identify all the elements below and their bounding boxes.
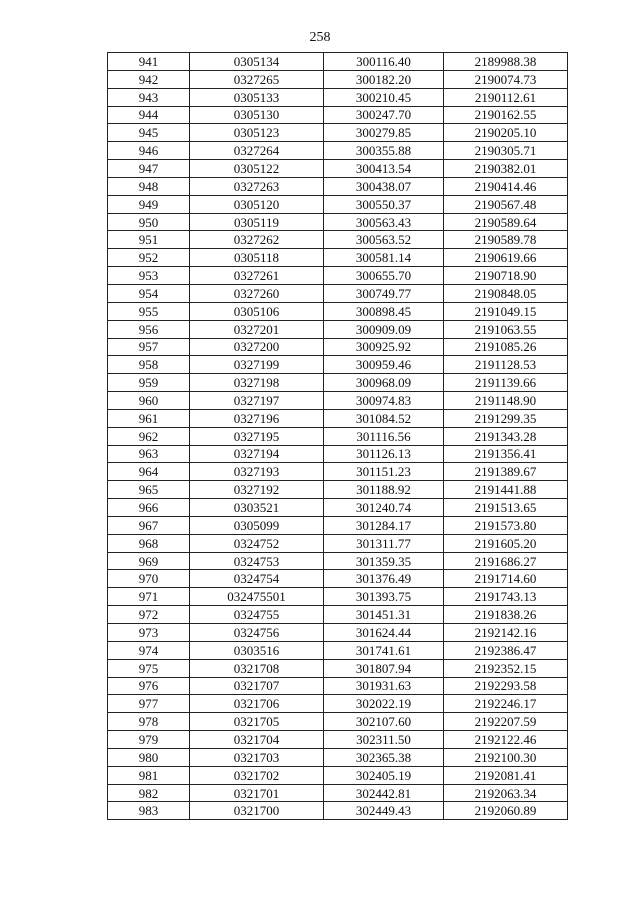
point-id-cell: 0305120 xyxy=(190,195,324,213)
table-row xyxy=(108,624,568,642)
y-coordinate-cell: 2192293.58 xyxy=(444,677,568,695)
row-number-cell: 963 xyxy=(108,445,190,463)
y-coordinate-cell: 2191299.35 xyxy=(444,409,568,427)
point-id-cell: 0327194 xyxy=(190,445,324,463)
y-coordinate-cell: 2191343.28 xyxy=(444,427,568,445)
y-coordinate-cell: 2191148.90 xyxy=(444,392,568,410)
row-number-cell: 983 xyxy=(108,802,190,820)
row-number-cell: 954 xyxy=(108,284,190,302)
y-coordinate-cell: 2190305.71 xyxy=(444,142,568,160)
x-coordinate-cell: 300974.83 xyxy=(324,392,444,410)
row-number-cell: 977 xyxy=(108,695,190,713)
table-row xyxy=(108,766,568,784)
x-coordinate-cell: 300182.20 xyxy=(324,70,444,88)
x-coordinate-cell: 300247.70 xyxy=(324,106,444,124)
coordinates-table xyxy=(107,52,568,820)
point-id-cell: 0327261 xyxy=(190,267,324,285)
row-number-cell: 968 xyxy=(108,534,190,552)
table-row xyxy=(108,124,568,142)
point-id-cell: 0305118 xyxy=(190,249,324,267)
table-row xyxy=(108,534,568,552)
point-id-cell: 0324753 xyxy=(190,552,324,570)
y-coordinate-cell: 2192063.34 xyxy=(444,784,568,802)
y-coordinate-cell: 2192142.16 xyxy=(444,624,568,642)
x-coordinate-cell: 301376.49 xyxy=(324,570,444,588)
point-id-cell: 0321701 xyxy=(190,784,324,802)
y-coordinate-cell: 2192207.59 xyxy=(444,713,568,731)
point-id-cell: 0305133 xyxy=(190,88,324,106)
y-coordinate-cell: 2191441.88 xyxy=(444,481,568,499)
point-id-cell: 0305134 xyxy=(190,53,324,71)
x-coordinate-cell: 301807.94 xyxy=(324,659,444,677)
point-id-cell: 032475501 xyxy=(190,588,324,606)
point-id-cell: 0305130 xyxy=(190,106,324,124)
row-number-cell: 979 xyxy=(108,731,190,749)
y-coordinate-cell: 2192246.17 xyxy=(444,695,568,713)
table-row xyxy=(108,409,568,427)
y-coordinate-cell: 2190619.66 xyxy=(444,249,568,267)
x-coordinate-cell: 300581.14 xyxy=(324,249,444,267)
row-number-cell: 953 xyxy=(108,267,190,285)
x-coordinate-cell: 301451.31 xyxy=(324,606,444,624)
row-number-cell: 980 xyxy=(108,748,190,766)
table-row xyxy=(108,392,568,410)
table-row xyxy=(108,374,568,392)
x-coordinate-cell: 302442.81 xyxy=(324,784,444,802)
x-coordinate-cell: 302449.43 xyxy=(324,802,444,820)
table-row xyxy=(108,427,568,445)
y-coordinate-cell: 2191128.53 xyxy=(444,356,568,374)
y-coordinate-cell: 2191063.55 xyxy=(444,320,568,338)
y-coordinate-cell: 2191356.41 xyxy=(444,445,568,463)
y-coordinate-cell: 2191573.80 xyxy=(444,516,568,534)
row-number-cell: 957 xyxy=(108,338,190,356)
point-id-cell: 0324755 xyxy=(190,606,324,624)
table-row xyxy=(108,606,568,624)
x-coordinate-cell: 302405.19 xyxy=(324,766,444,784)
table-row xyxy=(108,641,568,659)
row-number-cell: 970 xyxy=(108,570,190,588)
table-row xyxy=(108,499,568,517)
row-number-cell: 948 xyxy=(108,177,190,195)
row-number-cell: 978 xyxy=(108,713,190,731)
row-number-cell: 972 xyxy=(108,606,190,624)
row-number-cell: 971 xyxy=(108,588,190,606)
x-coordinate-cell: 300355.88 xyxy=(324,142,444,160)
y-coordinate-cell: 2191686.27 xyxy=(444,552,568,570)
row-number-cell: 959 xyxy=(108,374,190,392)
row-number-cell: 952 xyxy=(108,249,190,267)
row-number-cell: 962 xyxy=(108,427,190,445)
y-coordinate-cell: 2191838.26 xyxy=(444,606,568,624)
y-coordinate-cell: 2190112.61 xyxy=(444,88,568,106)
y-coordinate-cell: 2189988.38 xyxy=(444,53,568,71)
y-coordinate-cell: 2190205.10 xyxy=(444,124,568,142)
point-id-cell: 0324754 xyxy=(190,570,324,588)
point-id-cell: 0305122 xyxy=(190,160,324,178)
table-row xyxy=(108,213,568,231)
y-coordinate-cell: 2190382.01 xyxy=(444,160,568,178)
x-coordinate-cell: 301393.75 xyxy=(324,588,444,606)
point-id-cell: 0327199 xyxy=(190,356,324,374)
x-coordinate-cell: 301359.35 xyxy=(324,552,444,570)
point-id-cell: 0321700 xyxy=(190,802,324,820)
x-coordinate-cell: 300655.70 xyxy=(324,267,444,285)
y-coordinate-cell: 2191605.20 xyxy=(444,534,568,552)
x-coordinate-cell: 301240.74 xyxy=(324,499,444,517)
point-id-cell: 0327260 xyxy=(190,284,324,302)
table-row xyxy=(108,463,568,481)
y-coordinate-cell: 2190162.55 xyxy=(444,106,568,124)
x-coordinate-cell: 301931.63 xyxy=(324,677,444,695)
row-number-cell: 955 xyxy=(108,302,190,320)
y-coordinate-cell: 2190589.78 xyxy=(444,231,568,249)
row-number-cell: 973 xyxy=(108,624,190,642)
y-coordinate-cell: 2191139.66 xyxy=(444,374,568,392)
y-coordinate-cell: 2192386.47 xyxy=(444,641,568,659)
point-id-cell: 0327198 xyxy=(190,374,324,392)
row-number-cell: 960 xyxy=(108,392,190,410)
x-coordinate-cell: 300413.54 xyxy=(324,160,444,178)
row-number-cell: 944 xyxy=(108,106,190,124)
x-coordinate-cell: 302022.19 xyxy=(324,695,444,713)
row-number-cell: 943 xyxy=(108,88,190,106)
x-coordinate-cell: 301284.17 xyxy=(324,516,444,534)
row-number-cell: 949 xyxy=(108,195,190,213)
table-row xyxy=(108,552,568,570)
point-id-cell: 0327196 xyxy=(190,409,324,427)
table-row xyxy=(108,70,568,88)
row-number-cell: 974 xyxy=(108,641,190,659)
row-number-cell: 958 xyxy=(108,356,190,374)
point-id-cell: 0321703 xyxy=(190,748,324,766)
row-number-cell: 942 xyxy=(108,70,190,88)
point-id-cell: 0327264 xyxy=(190,142,324,160)
x-coordinate-cell: 302365.38 xyxy=(324,748,444,766)
point-id-cell: 0303521 xyxy=(190,499,324,517)
point-id-cell: 0324756 xyxy=(190,624,324,642)
row-number-cell: 964 xyxy=(108,463,190,481)
point-id-cell: 0324752 xyxy=(190,534,324,552)
table-row xyxy=(108,570,568,588)
x-coordinate-cell: 300279.85 xyxy=(324,124,444,142)
table-row xyxy=(108,302,568,320)
row-number-cell: 981 xyxy=(108,766,190,784)
x-coordinate-cell: 300925.92 xyxy=(324,338,444,356)
y-coordinate-cell: 2190848.05 xyxy=(444,284,568,302)
row-number-cell: 946 xyxy=(108,142,190,160)
point-id-cell: 0327201 xyxy=(190,320,324,338)
table-row xyxy=(108,106,568,124)
table-row xyxy=(108,516,568,534)
x-coordinate-cell: 300116.40 xyxy=(324,53,444,71)
table-row xyxy=(108,445,568,463)
table-row xyxy=(108,802,568,820)
point-id-cell: 0303516 xyxy=(190,641,324,659)
table-row xyxy=(108,356,568,374)
x-coordinate-cell: 300563.43 xyxy=(324,213,444,231)
table-row xyxy=(108,784,568,802)
row-number-cell: 966 xyxy=(108,499,190,517)
row-number-cell: 961 xyxy=(108,409,190,427)
table-row xyxy=(108,713,568,731)
point-id-cell: 0327195 xyxy=(190,427,324,445)
row-number-cell: 947 xyxy=(108,160,190,178)
x-coordinate-cell: 301741.61 xyxy=(324,641,444,659)
x-coordinate-cell: 300909.09 xyxy=(324,320,444,338)
point-id-cell: 0321708 xyxy=(190,659,324,677)
x-coordinate-cell: 300959.46 xyxy=(324,356,444,374)
x-coordinate-cell: 301116.56 xyxy=(324,427,444,445)
point-id-cell: 0321706 xyxy=(190,695,324,713)
y-coordinate-cell: 2190589.64 xyxy=(444,213,568,231)
row-number-cell: 951 xyxy=(108,231,190,249)
row-number-cell: 982 xyxy=(108,784,190,802)
x-coordinate-cell: 302311.50 xyxy=(324,731,444,749)
x-coordinate-cell: 300968.09 xyxy=(324,374,444,392)
table-row xyxy=(108,481,568,499)
table-row xyxy=(108,695,568,713)
y-coordinate-cell: 2190567.48 xyxy=(444,195,568,213)
row-number-cell: 956 xyxy=(108,320,190,338)
table-row xyxy=(108,320,568,338)
x-coordinate-cell: 301151.23 xyxy=(324,463,444,481)
page-number: 258 xyxy=(309,30,331,45)
x-coordinate-cell: 302107.60 xyxy=(324,713,444,731)
row-number-cell: 945 xyxy=(108,124,190,142)
x-coordinate-cell: 301084.52 xyxy=(324,409,444,427)
x-coordinate-cell: 300438.07 xyxy=(324,177,444,195)
coordinates-table-body xyxy=(108,53,568,820)
x-coordinate-cell: 300898.45 xyxy=(324,302,444,320)
table-row xyxy=(108,677,568,695)
x-coordinate-cell: 301311.77 xyxy=(324,534,444,552)
row-number-cell: 965 xyxy=(108,481,190,499)
table-row xyxy=(108,748,568,766)
y-coordinate-cell: 2191513.65 xyxy=(444,499,568,517)
point-id-cell: 0327193 xyxy=(190,463,324,481)
table-row xyxy=(108,53,568,71)
table-row xyxy=(108,659,568,677)
y-coordinate-cell: 2191085.26 xyxy=(444,338,568,356)
x-coordinate-cell: 300210.45 xyxy=(324,88,444,106)
y-coordinate-cell: 2192122.46 xyxy=(444,731,568,749)
x-coordinate-cell: 300749.77 xyxy=(324,284,444,302)
point-id-cell: 0305123 xyxy=(190,124,324,142)
point-id-cell: 0327262 xyxy=(190,231,324,249)
y-coordinate-cell: 2192352.15 xyxy=(444,659,568,677)
point-id-cell: 0321704 xyxy=(190,731,324,749)
table-row xyxy=(108,249,568,267)
table-row xyxy=(108,88,568,106)
point-id-cell: 0305119 xyxy=(190,213,324,231)
point-id-cell: 0321707 xyxy=(190,677,324,695)
row-number-cell: 975 xyxy=(108,659,190,677)
x-coordinate-cell: 300563.52 xyxy=(324,231,444,249)
point-id-cell: 0327263 xyxy=(190,177,324,195)
x-coordinate-cell: 300550.37 xyxy=(324,195,444,213)
point-id-cell: 0327200 xyxy=(190,338,324,356)
table-row xyxy=(108,160,568,178)
row-number-cell: 967 xyxy=(108,516,190,534)
y-coordinate-cell: 2191389.67 xyxy=(444,463,568,481)
y-coordinate-cell: 2191743.13 xyxy=(444,588,568,606)
point-id-cell: 0327197 xyxy=(190,392,324,410)
table-row xyxy=(108,267,568,285)
x-coordinate-cell: 301126.13 xyxy=(324,445,444,463)
point-id-cell: 0321705 xyxy=(190,713,324,731)
table-row xyxy=(108,284,568,302)
row-number-cell: 969 xyxy=(108,552,190,570)
y-coordinate-cell: 2190414.46 xyxy=(444,177,568,195)
table-row xyxy=(108,177,568,195)
table-row xyxy=(108,338,568,356)
y-coordinate-cell: 2192081.41 xyxy=(444,766,568,784)
y-coordinate-cell: 2190718.90 xyxy=(444,267,568,285)
y-coordinate-cell: 2191049.15 xyxy=(444,302,568,320)
x-coordinate-cell: 301188.92 xyxy=(324,481,444,499)
y-coordinate-cell: 2191714.60 xyxy=(444,570,568,588)
point-id-cell: 0305099 xyxy=(190,516,324,534)
table-row xyxy=(108,195,568,213)
row-number-cell: 941 xyxy=(108,53,190,71)
y-coordinate-cell: 2190074.73 xyxy=(444,70,568,88)
table-row xyxy=(108,231,568,249)
row-number-cell: 976 xyxy=(108,677,190,695)
point-id-cell: 0327192 xyxy=(190,481,324,499)
point-id-cell: 0321702 xyxy=(190,766,324,784)
point-id-cell: 0327265 xyxy=(190,70,324,88)
table-row xyxy=(108,588,568,606)
table-row xyxy=(108,731,568,749)
y-coordinate-cell: 2192060.89 xyxy=(444,802,568,820)
y-coordinate-cell: 2192100.30 xyxy=(444,748,568,766)
point-id-cell: 0305106 xyxy=(190,302,324,320)
x-coordinate-cell: 301624.44 xyxy=(324,624,444,642)
row-number-cell: 950 xyxy=(108,213,190,231)
table-row xyxy=(108,142,568,160)
